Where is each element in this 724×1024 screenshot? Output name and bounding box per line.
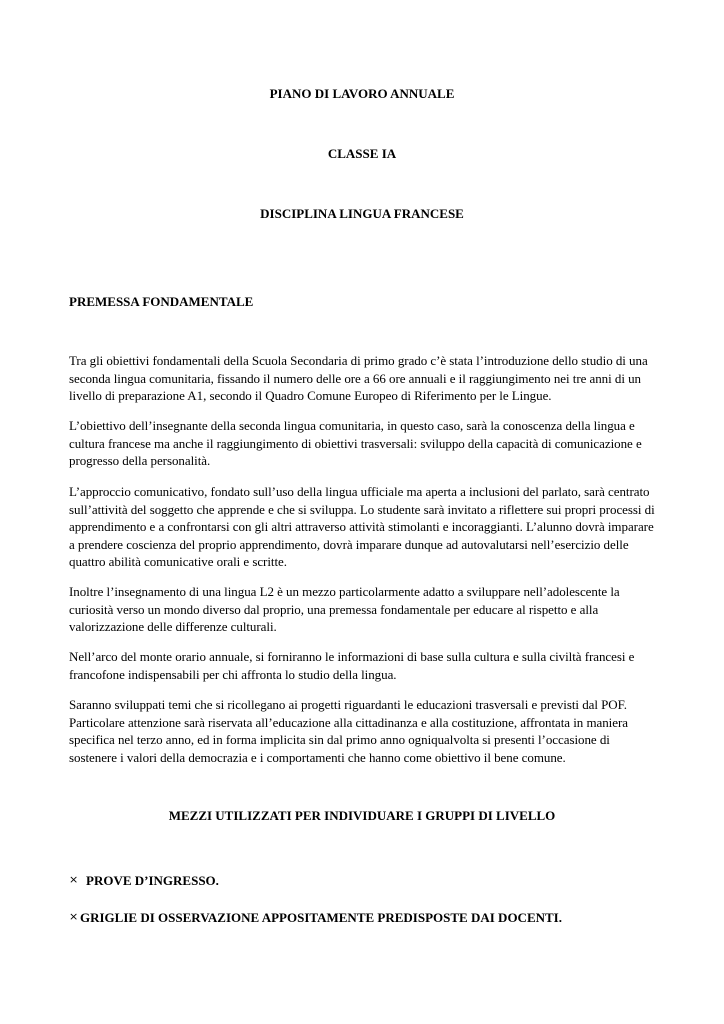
cross-bullet-icon: × bbox=[69, 910, 79, 923]
document-title: PIANO DI LAVORO ANNUALE bbox=[269, 86, 455, 101]
cross-bullet-icon: × bbox=[69, 873, 79, 886]
premessa-heading: PREMESSA FONDAMENTALE bbox=[69, 294, 254, 309]
premessa-paragraph: Saranno sviluppati temi che si ricollegano ai progetti riguardanti le educazioni trasversali e previsti dal POF. Particolare attenzione sarà riservata all’educazione alla cittadinanza e alla costituzione, affrontata in maniera specifica nel terzo anno, ed in forma implicita sin dal primo anno ogniqualvolta si presenti l’occasione di sostenere i valori della democrazia e i comportamenti che hanno come obiettivo il bene comune. bbox=[69, 697, 628, 765]
premessa-paragraph: Nell’arco del monte orario annuale, si forniranno le informazioni di base sulla cultura e sulla civiltà francesi e francofone indispensabili per chi affronta lo studio della lingua. bbox=[69, 649, 635, 682]
discipline-heading: DISCIPLINA LINGUA FRANCESE bbox=[260, 206, 464, 221]
premessa-paragraph: Inoltre l’insegnamento di una lingua L2 è un mezzo particolarmente adatto a sviluppare nell’adolescente la curiosità verso un mondo diverso dal proprio, una premessa fondamentale per educare al rispetto e alla valorizzazione delle differenze culturali. bbox=[69, 584, 620, 634]
mezzi-heading: MEZZI UTILIZZATI PER INDIVIDUARE I GRUPPI DI LIVELLO bbox=[168, 808, 556, 823]
premessa-paragraph: L’obiettivo dell’insegnante della seconda lingua comunitaria, in questo caso, sarà la conoscenza della lingua e cultura francese ma anche il raggiungimento di obiettivi trasversali: sviluppo della capacità di comunicazione e progresso della personalità. bbox=[69, 418, 642, 468]
premessa-paragraph: Tra gli obiettivi fondamentali della Scuola Secondaria di primo grado c’è stata l’introduzione dello studio di una seconda lingua comunitaria, fissando il numero delle ore a 66 ore annuali e il raggiungimento nei tre anni di un livello di preparazione A1, secondo il Quadro Comune Europeo di Riferimento per le Lingue. bbox=[69, 353, 648, 403]
class-heading: CLASSE IA bbox=[327, 146, 397, 161]
premessa-paragraph: L’approccio comunicativo, fondato sull’uso della lingua ufficiale ma aperta a inclusioni del parlato, sarà centrato sull’attività del soggetto che apprende e che si sviluppa. Lo studente sarà invitato a riflettere sui propri processi di apprendimento e a confrontarsi con gli altri attraverso attività stimolanti e incoraggianti. L’alunno dovrà imparare a prendere coscienza del proprio apprendimento, dovrà imparare dunque ad autovalutarsi nell’esercizio delle quattro abilità comunicative orali e scritte. bbox=[69, 484, 655, 569]
list-item-text: GRIGLIE DI OSSERVAZIONE APPOSITAMENTE PREDISPOSTE DAI DOCENTI. bbox=[80, 910, 562, 925]
list-item-text: PROVE D’INGRESSO. bbox=[86, 873, 219, 888]
